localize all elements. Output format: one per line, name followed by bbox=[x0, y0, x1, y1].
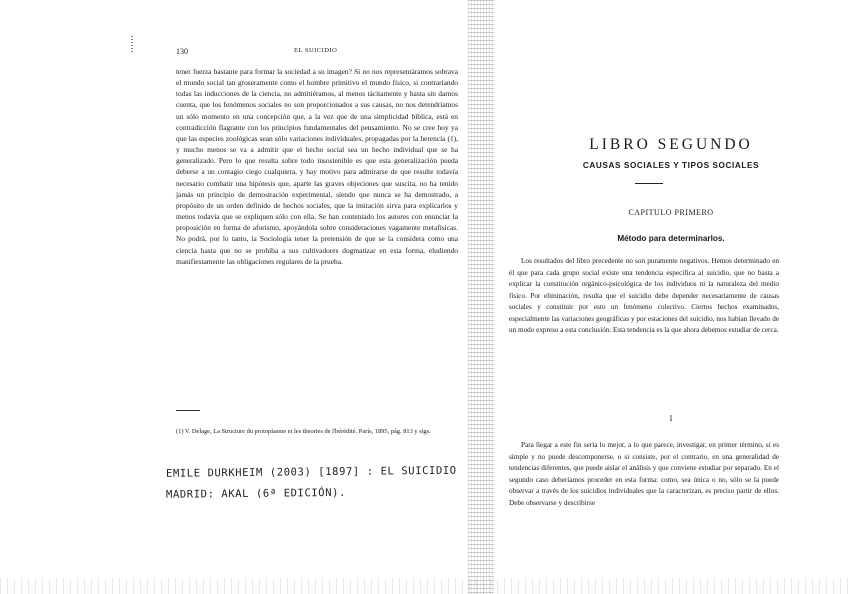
footnote: (1) V. Delage, La Structure du protoplasme et les theories de l'hérédité. París, 1895, pág. 813 y sigs. bbox=[176, 428, 431, 435]
left-body-text bbox=[176, 66, 458, 267]
handwritten-citation-line-2: MADRID: AKAL (6ª EDICIÓN). bbox=[165, 486, 347, 501]
handwritten-citation-line-1: EMILE DURKHEIM (2003) [1897] : EL SUICIDIO bbox=[165, 464, 457, 480]
running-head bbox=[176, 47, 458, 59]
scan-mark bbox=[131, 36, 133, 54]
intro-paragraph: Los resultados del libro precedente no son puramente negativos. Hemos determinado en él que para cada grupo social existe una tendencia específica al suicidio, que no basta a explicar la constitución orgánico-psicológica de los individuos ni la naturaleza del medio físico. Por eliminación, resulta que el suicidio debe depender necesariamente de causas sociales y constituir por esto un fenómeno colectivo. Ciertos hechos examinados, especialmente las variaciones geográficas y por estaciones del suicidio, nos habían llevado de un modo expreso a esta conclusión. Esta tendencia es la que ahora debemos estudiar de cerca. bbox=[509, 257, 779, 334]
section-paragraph: Para llegar a este fin sería lo mejor, a lo que parece, investigar, en primer término, si es simple y no puede descomponerse, o si consiste, por el contrario, en una generalidad de tendencias diferentes, que puede aislar el análisis y que conviene estudiar por separado. En el segundo caso deberíamos proceder en esta forma: como, sea única o no, sólo se la puede observar a través de los suicidios individuales que la caracterizan, es preciso partir de ellos. Debe observarse y describirse bbox=[509, 441, 779, 507]
left-paragraph: tener fuerza bastante para formar la sociedad a su imagen? Si no nos representáramos sobrava el mundo social tan groseramente como el hombre primitivo el mundo físico, si contrariando todas las inducciones de la ciencia, no admitiéramos, al menos tácitamente y hasta sin darnos cuenta, que los fenómenos sociales no son proporcionados a sus causas, no nos detendríamos un sólo momento en una concepción que, a la vez que de una simplicidad bíblica, está en contradicción flagrante con los principios fundamentales del pensamiento. No se cree hoy ya que las especies zoológicas sean sólo variaciones individuales, propagadas por la herencia (1), y mucho menos se va a admitir que el hecho social sea un hecho individual que se ha generalizado. Pero lo que resulta sobre todo insostenible es que esta generalización pueda deberse a un contagio ciego cualquiera, y hay motivo para admirarse de que resulte todavía necesario combatir una hipótesis que, aparte las graves objeciones que suscita, no ha tenido jamás un principio de demostración experimental, siendo que nunca se ha demostrado, a propósito de un orden definido de hechos sociales, que la imitación sirva para explicarlos y menos todavía que se expliquen sólo con ella. Se han contentado los autores con enunciar la proposición en forma de aforismo, apoyándola sobre consideraciones vagamente metafísicas. No podrá, por lo tanto, la Sociología tener la pretensión de que se la considera como una ciencia hasta que no se prohiba a sus cultivadores dogmatizar en esta forma, eludiendo manifiestamente las obligaciones regulares de la prueba. bbox=[176, 67, 458, 266]
right-intro-text bbox=[509, 256, 779, 337]
book-title: LIBRO SEGUNDO bbox=[589, 136, 753, 153]
running-title: EL SUICIDIO bbox=[294, 47, 338, 54]
chapter-label: CAPITULO PRIMERO bbox=[628, 208, 714, 217]
right-section-text bbox=[509, 440, 779, 509]
book-spine-gutter bbox=[468, 0, 494, 594]
page-number: 130 bbox=[176, 47, 188, 56]
chapter-title: Método para determinarlos. bbox=[617, 234, 725, 243]
title-rule bbox=[635, 183, 663, 184]
book-subtitle: CAUSAS SOCIALES Y TIPOS SOCIALES bbox=[582, 161, 760, 170]
scan-noise-strip bbox=[0, 578, 848, 594]
section-numeral: I bbox=[669, 414, 673, 423]
footnote-rule bbox=[176, 410, 200, 411]
